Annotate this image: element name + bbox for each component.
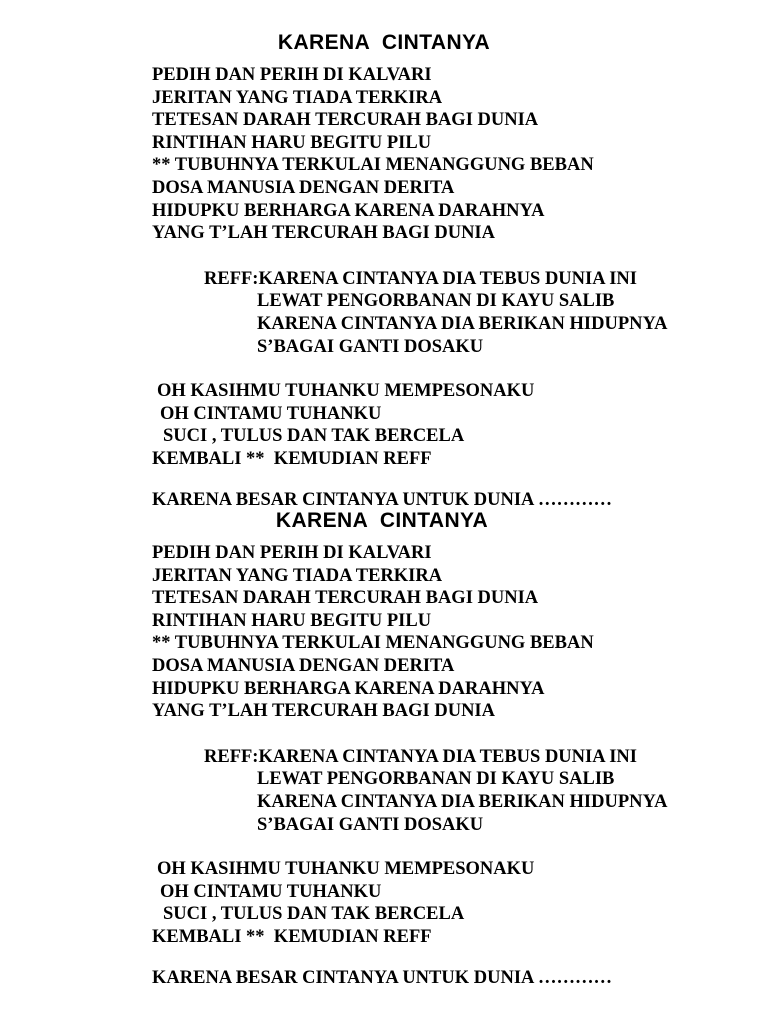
lyric-line: RINTIHAN HARU BEGITU PILU — [152, 610, 432, 631]
lyric-line: OH CINTAMU TUHANKU — [160, 881, 382, 902]
lyric-line: YANG T’LAH TERCURAH BAGI DUNIA — [152, 701, 495, 722]
closing-line: KARENA BESAR CINTANYA UNTUK DUNIA ………… — [152, 489, 612, 510]
verse-block-2 — [0, 542, 768, 723]
lyric-line: ** TUBUHNYA TERKULAI MENANGGUNG BEBAN — [152, 155, 594, 176]
lyric-line: JERITAN YANG TIADA TERKIRA — [152, 87, 443, 108]
lyric-line: HIDUPKU BERHARGA KARENA DARAHNYA — [152, 678, 545, 699]
lyric-line: DOSA MANUSIA DENGAN DERITA — [152, 655, 455, 676]
reff-block-1 — [0, 268, 768, 358]
lyric-line: OH KASIHMU TUHANKU MEMPESONAKU — [157, 859, 535, 880]
reff-line: KARENA CINTANYA DIA BERIKAN HIDUPNYA — [257, 313, 668, 334]
reff-line: LEWAT PENGORBANAN DI KAYU SALIB — [257, 769, 615, 790]
reff-block-2 — [0, 746, 768, 836]
lyric-line: SUCI , TULUS DAN TAK BERCELA — [163, 426, 465, 447]
reff-line: KARENA CINTANYA DIA BERIKAN HIDUPNYA — [257, 791, 668, 812]
lyric-line: RINTIHAN HARU BEGITU PILU — [152, 132, 432, 153]
page-title: KARENA CINTANYA — [277, 31, 491, 54]
page-title-2: KARENA CINTANYA — [275, 509, 489, 532]
lyric-line: PEDIH DAN PERIH DI KALVARI — [152, 543, 432, 563]
lyric-line: OH CINTAMU TUHANKU — [160, 403, 382, 424]
song-section-2 — [0, 508, 768, 989]
song-section-1 — [0, 30, 768, 511]
lyric-line: OH KASIHMU TUHANKU MEMPESONAKU — [157, 381, 535, 402]
lyric-line: PEDIH DAN PERIH DI KALVARI — [152, 65, 432, 85]
lyric-line: SUCI , TULUS DAN TAK BERCELA — [163, 904, 465, 925]
performance-instruction: KEMBALI ** KEMUDIAN REFF — [152, 448, 432, 469]
lyric-line: ** TUBUHNYA TERKULAI MENANGGUNG BEBAN — [152, 633, 594, 654]
verse-block-1 — [0, 64, 768, 245]
reff-heading-line: REFF:KARENA CINTANYA DIA TEBUS DUNIA INI — [204, 746, 637, 767]
reff-heading-line: REFF:KARENA CINTANYA DIA TEBUS DUNIA INI — [204, 268, 637, 289]
reff-line: LEWAT PENGORBANAN DI KAYU SALIB — [257, 291, 615, 312]
lyric-line: YANG T’LAH TERCURAH BAGI DUNIA — [152, 223, 495, 244]
bridge-block-2 — [0, 858, 768, 989]
lyric-line: DOSA MANUSIA DENGAN DERITA — [152, 177, 455, 198]
reff-line: S’BAGAI GANTI DOSAKU — [257, 336, 484, 357]
performance-instruction: KEMBALI ** KEMUDIAN REFF — [152, 926, 432, 947]
closing-line: KARENA BESAR CINTANYA UNTUK DUNIA ………… — [152, 967, 612, 988]
lyric-line: HIDUPKU BERHARGA KARENA DARAHNYA — [152, 200, 545, 221]
lyric-line: JERITAN YANG TIADA TERKIRA — [152, 565, 443, 586]
lyric-line: TETESAN DARAH TERCURAH BAGI DUNIA — [152, 110, 539, 131]
lyric-line: TETESAN DARAH TERCURAH BAGI DUNIA — [152, 588, 539, 609]
bridge-block-1 — [0, 380, 768, 511]
reff-line: S’BAGAI GANTI DOSAKU — [257, 814, 484, 835]
